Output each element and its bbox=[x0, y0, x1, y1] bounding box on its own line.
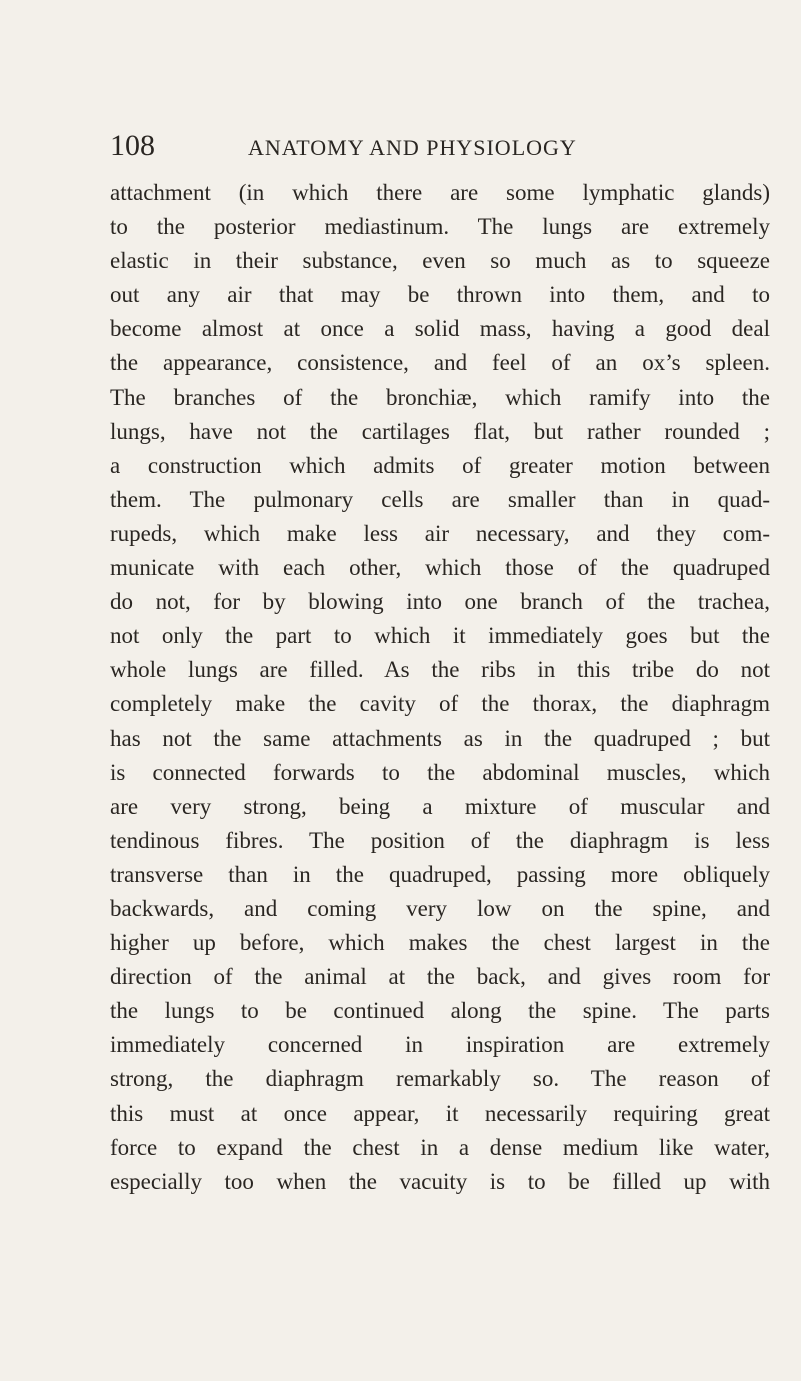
text-line: rupeds, which make less air necessary, and they com- bbox=[110, 520, 770, 546]
text-line: become almost at once a solid mass, having a good deal bbox=[110, 316, 770, 342]
text-line: them. The pulmonary cells are smaller than in quad- bbox=[110, 486, 770, 512]
text-line: backwards, and coming very low on the spine, and bbox=[110, 895, 770, 921]
text-line: force to expand the chest in a dense medium like water, bbox=[110, 1134, 770, 1160]
text-line: has not the same attachments as in the quadruped ; but bbox=[110, 725, 770, 751]
text-line: this must at once appear, it necessarily requiring great bbox=[110, 1100, 770, 1126]
text-line: do not, for by blowing into one branch of the trachea, bbox=[110, 589, 770, 615]
text-line: strong, the diaphragm remarkably so. The reason of bbox=[110, 1066, 770, 1092]
text-line: municate with each other, which those of the quadruped bbox=[110, 555, 770, 581]
text-line: The branches of the bronchiæ, which ramify into the bbox=[110, 384, 770, 410]
text-line: attachment (in which there are some lymphatic glands) bbox=[110, 180, 770, 205]
text-line: completely make the cavity of the thorax, the diaphragm bbox=[110, 691, 770, 717]
text-line: transverse than in the quadruped, passing more obliquely bbox=[110, 861, 770, 887]
text-line: especially too when the vacuity is to be filled up with bbox=[110, 1168, 770, 1194]
text-line: lungs, have not the cartilages flat, but rather rounded ; bbox=[110, 418, 770, 444]
text-line: tendinous fibres. The position of the diaphragm is less bbox=[110, 827, 770, 853]
text-line: the appearance, consistence, and feel of an ox’s spleen. bbox=[110, 350, 770, 376]
text-line: out any air that may be thrown into them, and to bbox=[110, 282, 770, 308]
text-line: immediately concerned in inspiration are extremely bbox=[110, 1032, 770, 1058]
text-line: are very strong, being a mixture of muscular and bbox=[110, 793, 770, 819]
running-head bbox=[110, 128, 750, 164]
page-number: 108 bbox=[110, 129, 155, 162]
running-title: ANATOMY AND PHYSIOLOGY bbox=[248, 135, 577, 160]
text-line: is connected forwards to the abdominal muscles, which bbox=[110, 759, 770, 785]
text-line: higher up before, which makes the chest largest in the bbox=[110, 930, 770, 956]
text-line: direction of the animal at the back, and gives room for bbox=[110, 964, 770, 990]
text-line: elastic in their substance, even so much as to squeeze bbox=[110, 248, 770, 274]
text-line: whole lungs are filled. As the ribs in this tribe do not bbox=[110, 657, 770, 683]
text-line: to the posterior mediastinum. The lungs are extremely bbox=[110, 214, 770, 240]
text-line: a construction which admits of greater motion between bbox=[110, 452, 770, 478]
body-text bbox=[110, 176, 770, 1199]
text-line: the lungs to be continued along the spine. The parts bbox=[110, 998, 770, 1024]
text-line: not only the part to which it immediately goes but the bbox=[110, 623, 770, 649]
